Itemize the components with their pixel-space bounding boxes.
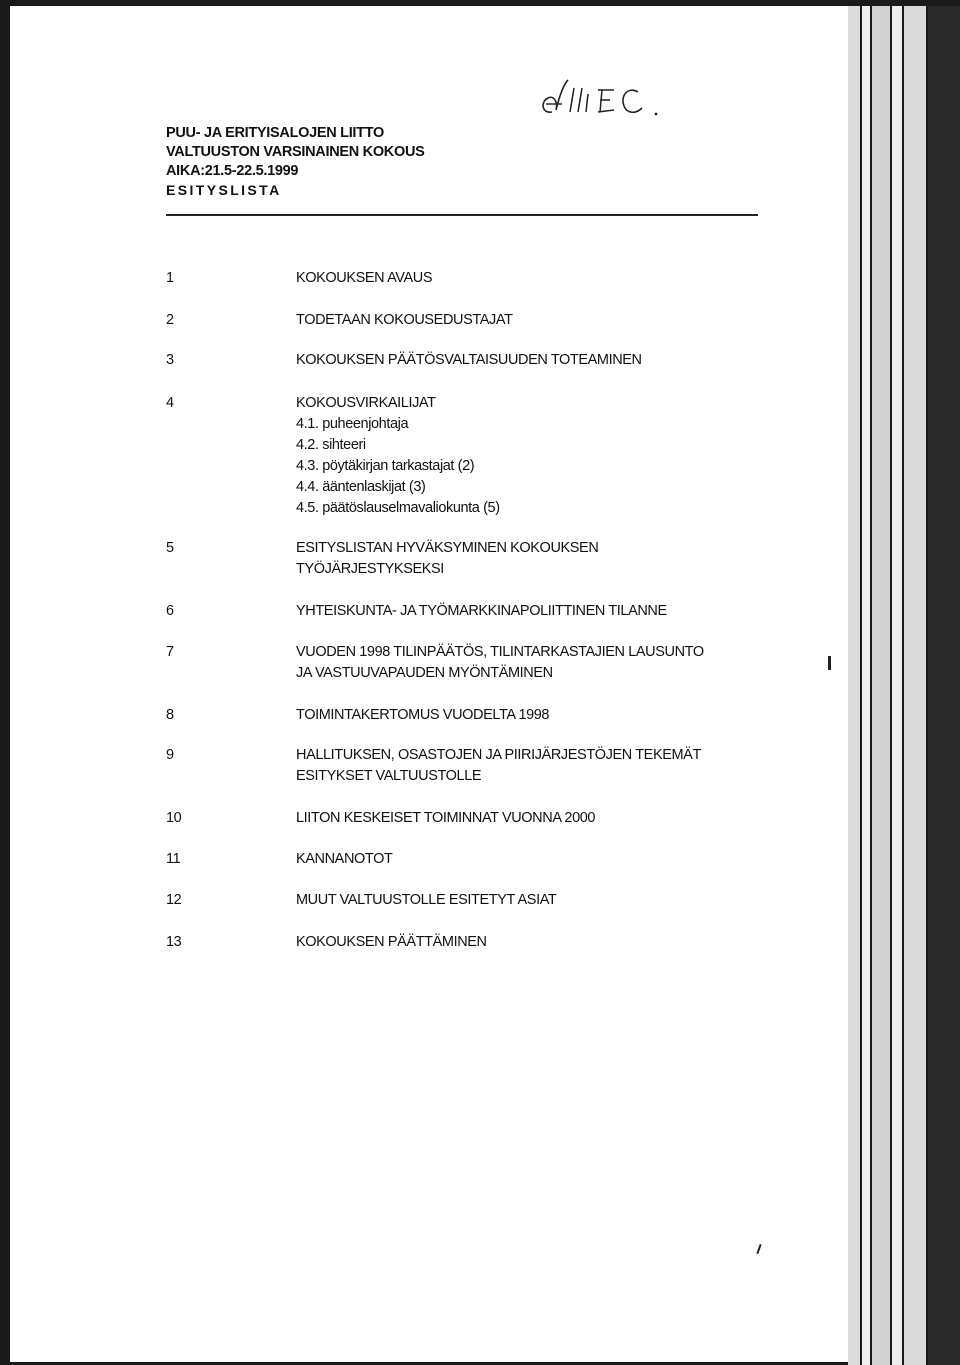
agenda-item-text bbox=[296, 538, 598, 580]
meeting-title: VALTUUSTON VARSINAINEN KOKOUS bbox=[166, 144, 425, 160]
page-edge bbox=[892, 0, 902, 1365]
agenda-item-text bbox=[296, 745, 701, 787]
handwritten-annotation bbox=[538, 74, 668, 124]
scan-border bbox=[0, 0, 960, 6]
agenda-item-text: KOKOUKSEN AVAUS bbox=[296, 270, 433, 286]
page-edge bbox=[904, 0, 926, 1365]
agenda-item-number: 3 bbox=[166, 352, 174, 368]
agenda-subitem: 4.4. ääntenlaskijat (3) bbox=[296, 479, 426, 495]
agenda-item-text bbox=[296, 393, 500, 519]
agenda-item-text: MUUT VALTUUSTOLLE ESITETYT ASIAT bbox=[296, 892, 557, 908]
page-edge bbox=[848, 0, 860, 1365]
agenda-item-text bbox=[296, 642, 704, 684]
agenda-item-text: KOKOUKSEN PÄÄTTÄMINEN bbox=[296, 934, 487, 950]
agenda-subitem: 4.2. sihteeri bbox=[296, 437, 366, 453]
agenda-item-number: 10 bbox=[166, 810, 182, 826]
agenda-subitem: 4.1. puheenjohtaja bbox=[296, 416, 409, 432]
document-title: ESITYSLISTA bbox=[166, 182, 282, 198]
agenda-item-text: TOIMINTAKERTOMUS VUODELTA 1998 bbox=[296, 707, 550, 723]
header-divider bbox=[166, 214, 758, 216]
agenda-item-line: HALLITUKSEN, OSASTOJEN JA PIIRIJÄRJESTÖJEN TEKEMÄT bbox=[296, 747, 701, 763]
agenda-item-number: 11 bbox=[166, 851, 181, 867]
page-edge bbox=[872, 0, 890, 1365]
agenda-subitem: 4.3. pöytäkirjan tarkastajat (2) bbox=[296, 458, 475, 474]
agenda-item-number: 2 bbox=[166, 312, 174, 328]
agenda-item-number: 12 bbox=[166, 892, 182, 908]
scan-speck bbox=[756, 1244, 761, 1254]
agenda-item-text: TODETAAN KOKOUSEDUSTAJAT bbox=[296, 312, 513, 328]
agenda-item-number: 5 bbox=[166, 540, 174, 556]
agenda-item-number: 4 bbox=[166, 395, 174, 411]
page-edge-shadow bbox=[928, 0, 960, 1365]
agenda-item-line: JA VASTUUVAPAUDEN MYÖNTÄMINEN bbox=[296, 665, 553, 681]
agenda-item-line: VUODEN 1998 TILINPÄÄTÖS, TILINTARKASTAJIEN LAUSUNTO bbox=[296, 644, 704, 660]
scan-speck bbox=[828, 656, 831, 670]
document-page bbox=[10, 0, 848, 1362]
organization-name: PUU- JA ERITYISALOJEN LIITTO bbox=[166, 125, 384, 141]
agenda-item-number: 7 bbox=[166, 644, 174, 660]
agenda-item-title: KOKOUSVIRKAILIJAT bbox=[296, 395, 436, 411]
agenda-subitem: 4.5. päätöslauselmavaliokunta (5) bbox=[296, 500, 500, 516]
agenda-item-number: 1 bbox=[166, 270, 174, 286]
agenda-item-text: LIITON KESKEISET TOIMINNAT VUONNA 2000 bbox=[296, 810, 596, 826]
agenda-item-line: ESITYSLISTAN HYVÄKSYMINEN KOKOUKSEN bbox=[296, 540, 599, 556]
meeting-date: AIKA:21.5-22.5.1999 bbox=[166, 163, 299, 179]
agenda-item-line: TYÖJÄRJESTYKSEKSI bbox=[296, 561, 444, 577]
agenda-item-text: YHTEISKUNTA- JA TYÖMARKKINAPOLIITTINEN TILANNE bbox=[296, 603, 667, 619]
agenda-item-text: KOKOUKSEN PÄÄTÖSVALTAISUUDEN TOTEAMINEN bbox=[296, 352, 642, 368]
agenda-item-number: 13 bbox=[166, 934, 182, 950]
agenda-item-number: 9 bbox=[166, 747, 174, 763]
agenda-item-text: KANNANOTOT bbox=[296, 851, 393, 867]
agenda-item-line: ESITYKSET VALTUUSTOLLE bbox=[296, 768, 482, 784]
agenda-item-number: 6 bbox=[166, 603, 174, 619]
document-header bbox=[166, 124, 425, 200]
page-edge bbox=[862, 0, 870, 1365]
agenda-item-number: 8 bbox=[166, 707, 174, 723]
